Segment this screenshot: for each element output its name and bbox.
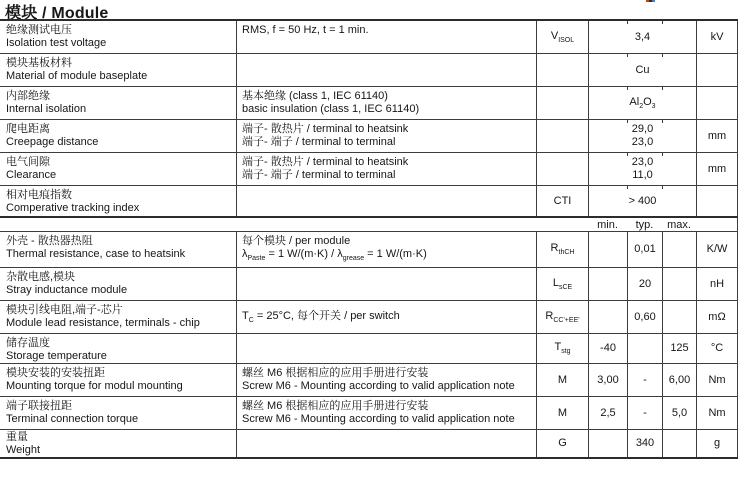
- symbol-cell: [536, 186, 588, 216]
- symbol-cell: [536, 301, 588, 333]
- typ-cell: -: [627, 364, 662, 396]
- symbol: $V_{ISOL}$: [550, 29, 575, 45]
- unit-cell: °C: [696, 334, 738, 363]
- condition-cell: [236, 397, 536, 429]
- symbol: $L_{sCE}$: [552, 276, 573, 292]
- max-cell: [662, 268, 696, 300]
- header-spacer: [0, 218, 588, 231]
- param-name-zh: 内部绝缘: [6, 90, 50, 102]
- max-cell: [662, 301, 696, 333]
- unit-cell: mΩ: [696, 301, 738, 333]
- symbol-cell: [536, 430, 588, 457]
- value-line: > 400: [628, 194, 657, 207]
- cropped-logo-fragment: [646, 0, 655, 2]
- param-name-zh: 模块引线电阻,端子-芯片: [6, 304, 123, 316]
- param-name-en: Comperative tracking index: [6, 202, 140, 214]
- param-name-cell: [0, 268, 236, 300]
- symbol: $R_{thCH}$: [550, 242, 575, 257]
- unit-cell: mm: [696, 120, 738, 152]
- condition-line: 端子- 散热片 / terminal to heatsink: [242, 156, 409, 168]
- min-cell: 3,00: [588, 364, 627, 396]
- typ-cell: 20: [627, 268, 662, 300]
- symbol-cell: [536, 153, 588, 185]
- condition-cell: [236, 120, 536, 152]
- section-title: 模块 / Module: [5, 5, 109, 22]
- table-row: [0, 232, 738, 268]
- condition-cell: [236, 364, 536, 396]
- condition-line: Screw M6 - Mounting according to valid application note: [242, 413, 515, 425]
- typ-cell: -: [627, 397, 662, 429]
- condition-line: RMS, f = 50 Hz, t = 1 min.: [242, 24, 369, 36]
- param-name-zh: 重量: [6, 431, 28, 443]
- table-row: [0, 268, 738, 301]
- condition-cell: [236, 232, 536, 267]
- min-cell: [588, 301, 627, 333]
- condition-line: 端子- 散热片 / terminal to heatsink: [242, 123, 409, 135]
- param-name-en: Terminal connection torque: [6, 413, 139, 425]
- module-spec-table: [0, 19, 738, 459]
- condition-line: $\lambda_{Paste} = 1$ $W/(m\cdot K) / \lambda_{grease} = 1$ W/(m·K): [242, 248, 427, 263]
- value-line: 23,0: [631, 156, 654, 168]
- condition-line: 端子- 端子 / terminal to terminal: [242, 169, 396, 181]
- condition-cell: [236, 186, 536, 216]
- table-row: [0, 186, 738, 218]
- unit-cell: [696, 54, 738, 86]
- condition-line: basic insulation (class 1, IEC 61140): [242, 103, 420, 115]
- param-name-cell: [0, 232, 236, 267]
- param-name-cell: [0, 334, 236, 363]
- unit-cell: [696, 87, 738, 119]
- param-name-zh: 杂散电感,模块: [6, 271, 76, 283]
- condition-line: 基本绝缘 (class 1, IEC 61140): [242, 90, 388, 102]
- condition-cell: [236, 301, 536, 333]
- unit-cell: Nm: [696, 364, 738, 396]
- condition-line: Screw M6 - Mounting according to valid application note: [242, 380, 515, 392]
- symbol-cell: [536, 87, 588, 119]
- condition-cell: [236, 430, 536, 457]
- condition-cell: [236, 87, 536, 119]
- value-line: 11,0: [632, 169, 653, 181]
- param-name-zh: 绝缘测试电压: [6, 24, 72, 36]
- unit-cell: K/W: [696, 232, 738, 267]
- param-name-en: Isolation test voltage: [6, 37, 107, 49]
- symbol: M: [557, 373, 568, 386]
- param-name-en: Mounting torque for modul mounting: [6, 380, 183, 392]
- param-name-cell: [0, 54, 236, 86]
- param-name-en: Thermal resistance, case to heatsink: [6, 248, 186, 260]
- condition-cell: [236, 153, 536, 185]
- min-cell: [588, 430, 627, 457]
- symbol-cell: [536, 364, 588, 396]
- value-cell: [588, 120, 696, 152]
- param-name-cell: [0, 21, 236, 53]
- logo-fragment-color-3: [652, 0, 655, 2]
- unit-cell: kV: [696, 21, 738, 53]
- condition-line: $T_C = 25^\circ C$, 每个开关 / per switch: [242, 309, 400, 325]
- param-name-zh: 端子联接扭距: [6, 400, 72, 412]
- value-cell: [588, 21, 696, 53]
- value-line: $Al_2O_3$: [629, 95, 656, 111]
- unit-cell: nH: [696, 268, 738, 300]
- symbol: $T_{stg}$: [554, 341, 571, 356]
- typ-cell: 0,01: [627, 232, 662, 267]
- table-row: [0, 364, 738, 397]
- max-cell: [662, 430, 696, 457]
- table-row: [0, 87, 738, 120]
- min-cell: [588, 232, 627, 267]
- max-cell: [662, 232, 696, 267]
- table-row: [0, 153, 738, 186]
- unit-cell: Nm: [696, 397, 738, 429]
- param-name-cell: [0, 301, 236, 333]
- symbol-cell: [536, 397, 588, 429]
- symbol-cell: [536, 21, 588, 53]
- condition-line: 端子- 端子 / terminal to terminal: [242, 136, 396, 148]
- param-name-en: Material of module baseplate: [6, 70, 148, 82]
- condition-cell: [236, 54, 536, 86]
- condition-cell: [236, 268, 536, 300]
- symbol: $R_{CC'+EE'}$: [545, 309, 580, 325]
- value-line: 29,0: [631, 123, 654, 135]
- value-cell: [588, 87, 696, 119]
- typ-cell: 340: [627, 430, 662, 457]
- param-name-cell: [0, 430, 236, 457]
- table-row: [0, 301, 738, 334]
- unit-cell: [696, 186, 738, 216]
- param-name-en: Clearance: [6, 169, 57, 181]
- min-cell: -40: [588, 334, 627, 363]
- param-name-cell: [0, 186, 236, 216]
- param-name-zh: 模块安装的安装扭距: [6, 367, 105, 379]
- min-cell: [588, 268, 627, 300]
- min-header: min.: [597, 218, 618, 231]
- symbol-cell: [536, 54, 588, 86]
- typ-cell: 0,60: [627, 301, 662, 333]
- param-name-zh: 电气间隙: [6, 156, 50, 168]
- param-name-en: Weight: [6, 444, 41, 456]
- typ-header: typ.: [635, 218, 654, 231]
- param-name-zh: 储存温度: [6, 337, 50, 349]
- param-name-en: Storage temperature: [6, 350, 107, 362]
- table-row: [0, 54, 738, 87]
- condition-cell: [236, 21, 536, 53]
- symbol-cell: [536, 120, 588, 152]
- param-name-en: Internal isolation: [6, 103, 87, 115]
- param-name-cell: [0, 87, 236, 119]
- param-name-en: Module lead resistance, terminals - chip: [6, 317, 200, 329]
- condition-line: 螺丝 M6 根据相应的应用手册进行安装: [242, 400, 429, 412]
- unit-cell: mm: [696, 153, 738, 185]
- value-cell: [588, 186, 696, 216]
- table-row: [0, 430, 738, 457]
- condition-cell: [236, 334, 536, 363]
- symbol: M: [557, 406, 568, 419]
- symbol-cell: [536, 334, 588, 363]
- param-name-en: Stray inductance module: [6, 284, 128, 296]
- condition-line: 螺丝 M6 根据相应的应用手册进行安装: [242, 367, 429, 379]
- table-row: [0, 21, 738, 54]
- value-cell: [588, 54, 696, 86]
- param-name-en: Creepage distance: [6, 136, 99, 148]
- symbol: CTI: [553, 194, 572, 207]
- minmax-header-row: [0, 218, 738, 232]
- min-cell: 2,5: [588, 397, 627, 429]
- value-line: 3,4: [634, 30, 651, 43]
- symbol: G: [558, 437, 567, 449]
- symbol-cell: [536, 232, 588, 267]
- unit-cell: g: [696, 430, 738, 457]
- condition-line: 每个模块 / per module: [242, 235, 351, 247]
- param-name-cell: [0, 364, 236, 396]
- typ-cell: [627, 334, 662, 363]
- symbol-cell: [536, 268, 588, 300]
- param-name-zh: 模块基板材料: [6, 57, 72, 69]
- table-row: [0, 397, 738, 430]
- param-name-cell: [0, 120, 236, 152]
- param-name-cell: [0, 397, 236, 429]
- max-cell: 6,00: [662, 364, 696, 396]
- max-cell: 5,0: [662, 397, 696, 429]
- param-name-zh: 外壳 - 散热器热阻: [6, 235, 93, 247]
- param-name-cell: [0, 153, 236, 185]
- max-cell: 125: [662, 334, 696, 363]
- value-line: Cu: [635, 63, 650, 76]
- value-line: 23,0: [631, 136, 654, 148]
- value-cell: [588, 153, 696, 185]
- table-row: [0, 334, 738, 364]
- max-header: max.: [667, 218, 691, 231]
- table-row: [0, 120, 738, 153]
- param-name-zh: 相对电痕指数: [6, 189, 72, 201]
- param-name-zh: 爬电距离: [6, 123, 50, 135]
